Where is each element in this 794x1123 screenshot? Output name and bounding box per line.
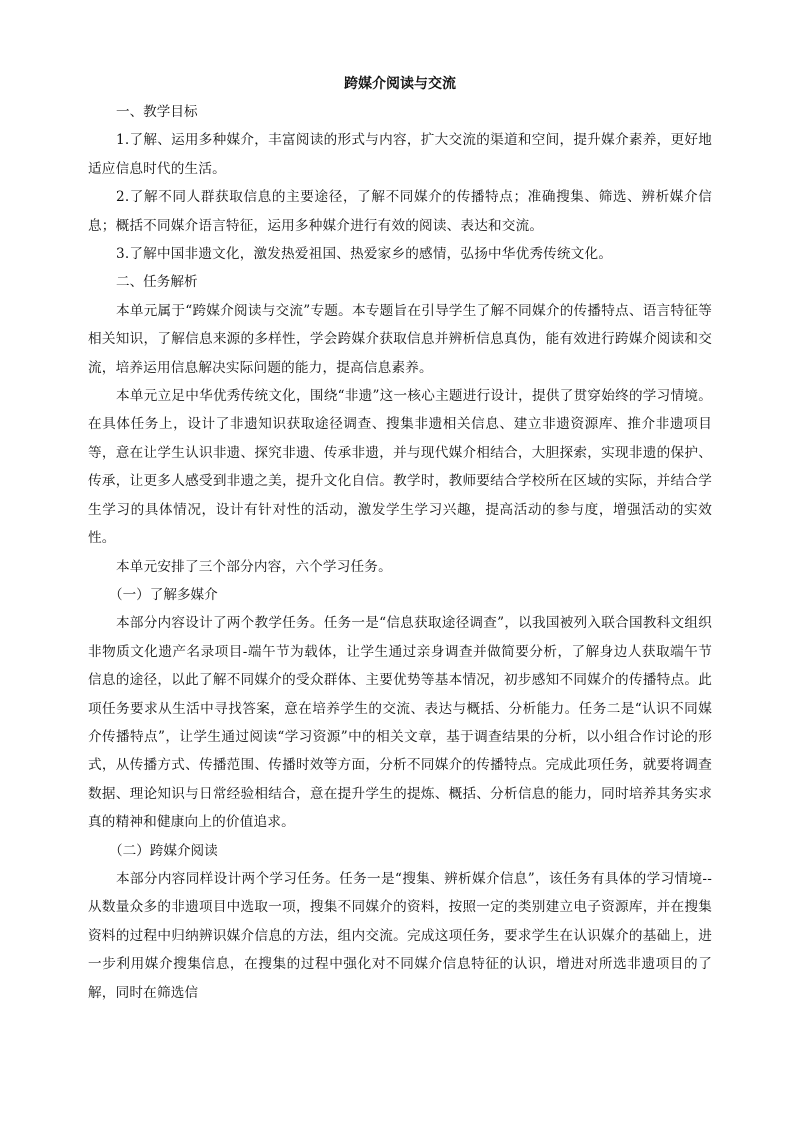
document-page (88, 70, 712, 1007)
part-paragraph: 本部分内容设计了两个教学任务。任务一是“信息获取途径调查”，以我国被列入联合国教科文组织非物质文化遗产名录项目-端午节为载体，让学生通过亲身调查并做简要分析，了解身边人获取端午节信息的途径，以此了解不同媒介的受众群体、主要优势等基本情况，初步感知不同媒介的传播特点。此项任务要求从生活中寻找答案，意在培养学生的交流、表达与概括、分析能力。任务二是“认识不同媒介传播特点”，让学生通过阅读“学习资源”中的相关文章，基于调查结果的分析，以小组合作讨论的形式，从传播方式、传播范围、传播时效等方面，分析不同媒介的传播特点。完成此项任务，就要将调查数据、理论知识与日常经验相结合，意在提升学生的提炼、概括、分析信息的能力，同时培养其务实求真的精神和健康向上的价值追求。 (88, 615, 712, 831)
analysis-paragraph: 本单元安排了三个部分内容，六个学习任务。 (116, 558, 392, 575)
analysis-paragraph: 本单元立足中华优秀传统文化，围绕“非遗”这一核心主题进行设计，提供了贯穿始终的学习情境。在具体任务上，设计了非遗知识获取途径调查、搜集非遗相关信息、建立非遗资源库、推介非遗项目等，意在让学生认识非遗、探究非遗、传承非遗，并与现代媒介相结合，大胆探索，实现非遗的保护、传承，让更多人感受到非遗之美，提升文化自信。教学时，教师要结合学校所在区域的实际，并结合学生学习的具体情况，设计有针对性的活动，激发学生学习兴趣，提高活动的参与度，增强活动的实效性。 (88, 388, 712, 547)
analysis-paragraph: 本单元属于“跨媒介阅读与交流”专题。本专题旨在引导学生了解不同媒介的传播特点、语言特征等相关知识，了解信息来源的多样性，学会跨媒介获取信息并辨析信息真伪，能有效进行跨媒介阅读和交流，培养运用信息解决实际问题的能力，提高信息素养。 (88, 302, 712, 376)
section-heading-analysis: 二、任务解析 (116, 274, 198, 291)
objective-paragraph: 2.了解不同人群获取信息的主要途径，了解不同媒介的传播特点；准确搜集、筛选、辨析媒介信息；概括不同媒介语言特征，运用多种媒介进行有效的阅读、表达和交流。 (88, 189, 712, 234)
document-title: 跨媒介阅读与交流 (344, 76, 456, 92)
objective-paragraph: 1.了解、运用多种媒介，丰富阅读的形式与内容，扩大交流的渠道和空间，提升媒介素养，更好地适应信息时代的生活。 (88, 132, 712, 177)
part-heading-multimedia: （一）了解多媒介 (109, 586, 218, 603)
part-heading-cross-media-reading: （二）跨媒介阅读 (109, 842, 218, 859)
part-paragraph: 本部分内容同样设计两个学习任务。任务一是“搜集、辨析媒介信息”，该任务有具体的学习情境--从数量众多的非遗项目中选取一项，搜集不同媒介的资料，按照一定的类别建立电子资源库，并在搜集资料的过程中归纳辨识媒介信息的方法，组内交流。完成这项任务，要求学生在认识媒介的基础上，进一步利用媒介搜集信息，在搜集的过程中强化对不同媒介信息特征的认识，增进对所选非遗项目的了解，同时在筛选信 (88, 870, 712, 1001)
section-heading-objectives: 一、教学目标 (116, 104, 198, 120)
objective-paragraph: 3.了解中国非遗文化，激发热爱祖国、热爱家乡的感情，弘扬中华优秀传统文化。 (116, 246, 613, 263)
